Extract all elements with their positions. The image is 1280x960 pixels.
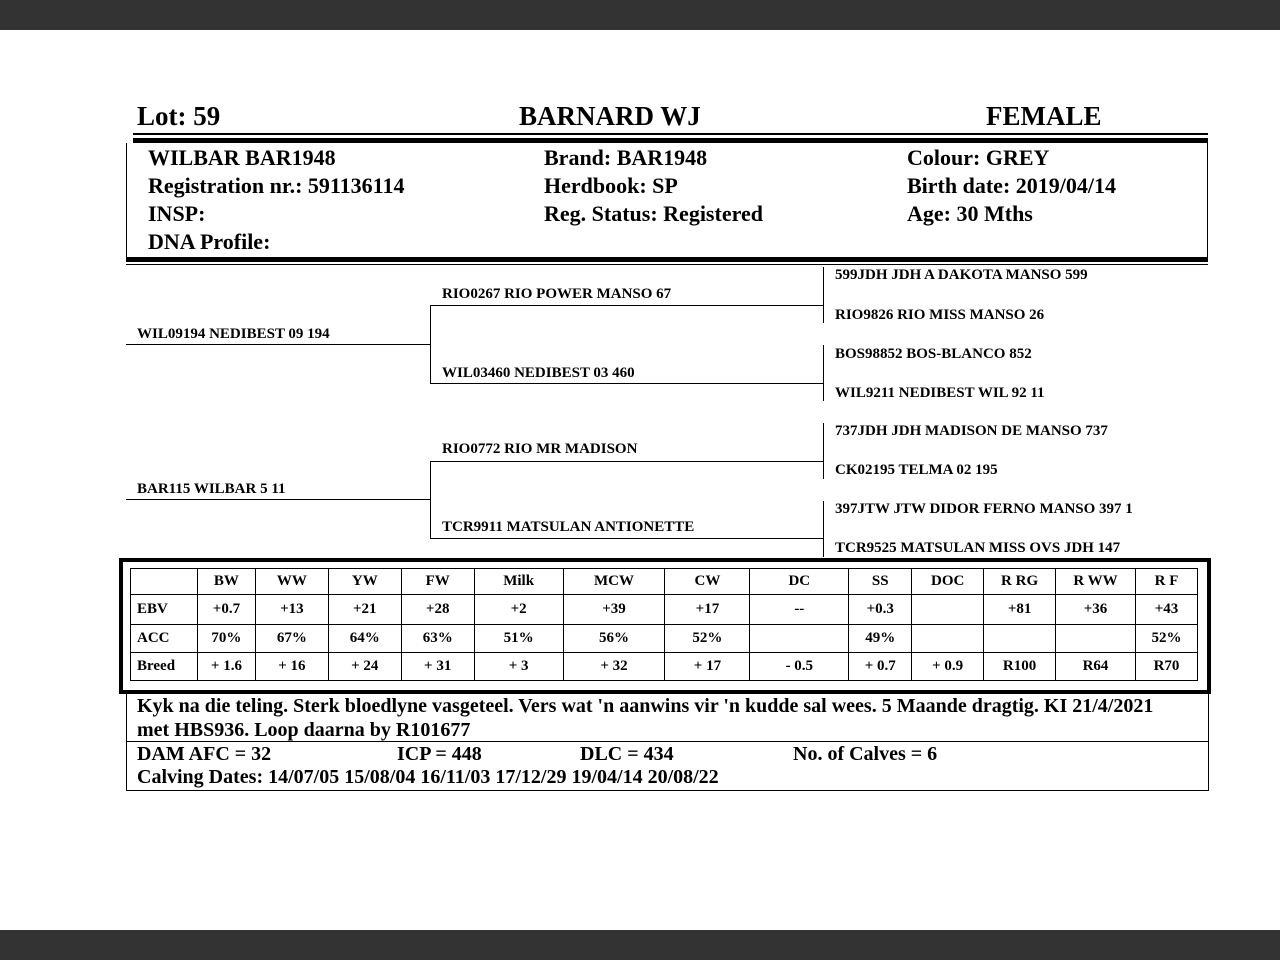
col-header: WW [255,569,328,595]
table-cell [912,595,984,625]
icp: ICP = 448 [397,743,482,765]
great-grandparent-7: 397JTW JTW DIDOR FERNO MANSO 397 1 [835,501,1133,517]
sire-sire-line [430,305,824,306]
table-cell: + 32 [563,653,665,681]
table-cell: + 17 [665,653,750,681]
pedigree-dam-sire: RIO0772 RIO MR MADISON [442,441,638,457]
header-rule-thin [133,133,1208,135]
great-grandparent-4: WIL9211 NEDIBEST WIL 92 11 [835,385,1045,401]
table-cell: + 16 [255,653,328,681]
dam-sire-line [430,461,824,462]
notes-line-2: met HBS936. Loop daarna by R101677 [137,719,471,741]
table-cell [750,625,849,653]
table-cell: +0.3 [849,595,912,625]
col-header: DC [750,569,849,595]
pedigree-sire-sire: RIO0267 RIO POWER MANSO 67 [442,286,672,302]
great-grandparent-1: 599JDH JDH A DAKOTA MANSO 599 [835,267,1088,283]
table-cell: +81 [984,595,1056,625]
table-row [131,625,1198,653]
animal-name: WILBAR BAR1948 [148,145,336,170]
ebv-table [130,568,1198,681]
info-rule-thin [126,264,1208,265]
dam-bracket [430,461,431,539]
pedigree-dam-dam: TCR9911 MATSULAN ANTIONETTE [442,519,695,535]
table-cell: 52% [1135,625,1197,653]
insp-label: INSP: [148,201,206,226]
col-header: R WW [1056,569,1136,595]
gg-bracket-2 [823,345,824,401]
col-header: Milk [474,569,563,595]
great-grandparent-6: CK02195 TELMA 02 195 [835,462,998,478]
sire-dam-line [430,383,824,384]
row-label: EBV [131,595,198,625]
top-bar [0,0,1280,30]
table-cell: 70% [197,625,255,653]
table-cell: + 1.6 [197,653,255,681]
table-cell: R100 [984,653,1056,681]
pedigree-dam: BAR115 WILBAR 5 11 [137,481,286,497]
table-row [131,595,1198,625]
table-cell: +2 [474,595,563,625]
table-cell [912,625,984,653]
dam-afc: DAM AFC = 32 [137,743,272,765]
gg-bracket-4 [823,501,824,557]
birth-date: Birth date: 2019/04/14 [907,173,1116,198]
table-cell: +36 [1056,595,1136,625]
table-cell: -- [750,595,849,625]
dam-dam-line [430,538,824,539]
table-cell: + 0.7 [849,653,912,681]
table-cell: R70 [1135,653,1197,681]
table-cell: 51% [474,625,563,653]
great-grandparent-5: 737JDH JDH MADISON DE MANSO 737 [835,423,1108,439]
col-header: YW [328,569,401,595]
col-header: MCW [563,569,665,595]
brand: Brand: BAR1948 [544,145,708,170]
table-cell: +13 [255,595,328,625]
col-header: R F [1135,569,1197,595]
table-cell: 63% [401,625,474,653]
bottom-bar [0,930,1280,960]
table-cell: +43 [1135,595,1197,625]
col-header: CW [665,569,750,595]
sire-line [126,344,431,345]
registration-number: Registration nr.: 591136114 [148,173,405,198]
row-label: ACC [131,625,198,653]
table-cell: R64 [1056,653,1136,681]
info-rule-thick [126,257,1208,262]
notes-line-1: Kyk na die teling. Sterk bloedlyne vasgeteel. Vers wat 'n aanwins vir 'n kudde sal wees. 5 Maande dragtig. KI 21/4/2021 [137,695,1154,717]
col-header: BW [197,569,255,595]
table-cell: 64% [328,625,401,653]
ebv-corner [131,569,198,595]
table-cell: + 0.9 [912,653,984,681]
col-header: FW [401,569,474,595]
info-right-border [1207,143,1208,259]
table-cell: 49% [849,625,912,653]
info-left-border [126,143,127,259]
great-grandparent-3: BOS98852 BOS-BLANCO 852 [835,346,1032,362]
table-cell: + 31 [401,653,474,681]
pedigree-sire: WIL09194 NEDIBEST 09 194 [137,326,330,342]
dlc: DLC = 434 [580,743,674,765]
table-cell: +28 [401,595,474,625]
col-header: DOC [912,569,984,595]
colour: Colour: GREY [907,145,1050,170]
table-cell: +39 [563,595,665,625]
table-cell: + 24 [328,653,401,681]
dam-line [126,499,431,500]
col-header: R RG [984,569,1056,595]
table-cell [984,625,1056,653]
table-row [131,653,1198,681]
registration-status: Reg. Status: Registered [544,201,763,226]
table-cell [1056,625,1136,653]
dna-profile-label: DNA Profile: [148,229,271,254]
header-rule-thick [133,138,1208,143]
animal-sex: FEMALE [986,101,1102,131]
pedigree-sire-dam: WIL03460 NEDIBEST 03 460 [442,365,635,381]
gg-bracket-1 [823,267,824,323]
number-of-calves: No. of Calves = 6 [793,743,938,765]
table-cell: 56% [563,625,665,653]
owner-name: BARNARD WJ [519,101,701,131]
table-cell: 67% [255,625,328,653]
sire-bracket [430,305,431,383]
table-cell: +17 [665,595,750,625]
table-cell: - 0.5 [750,653,849,681]
great-grandparent-8: TCR9525 MATSULAN MISS OVS JDH 147 [835,540,1121,556]
herdbook: Herdbook: SP [544,173,678,198]
calving-dates: Calving Dates: 14/07/05 15/08/04 16/11/03 17/12/29 19/04/14 20/08/22 [137,766,719,788]
row-label: Breed [131,653,198,681]
lot-number: Lot: 59 [137,101,221,131]
table-cell: +0.7 [197,595,255,625]
table-cell: +21 [328,595,401,625]
great-grandparent-2: RIO9826 RIO MISS MANSO 26 [835,307,1045,323]
age: Age: 30 Mths [907,201,1033,226]
table-cell: + 3 [474,653,563,681]
ebv-header-row [131,569,1198,595]
gg-bracket-3 [823,423,824,479]
table-cell: 52% [665,625,750,653]
col-header: SS [849,569,912,595]
